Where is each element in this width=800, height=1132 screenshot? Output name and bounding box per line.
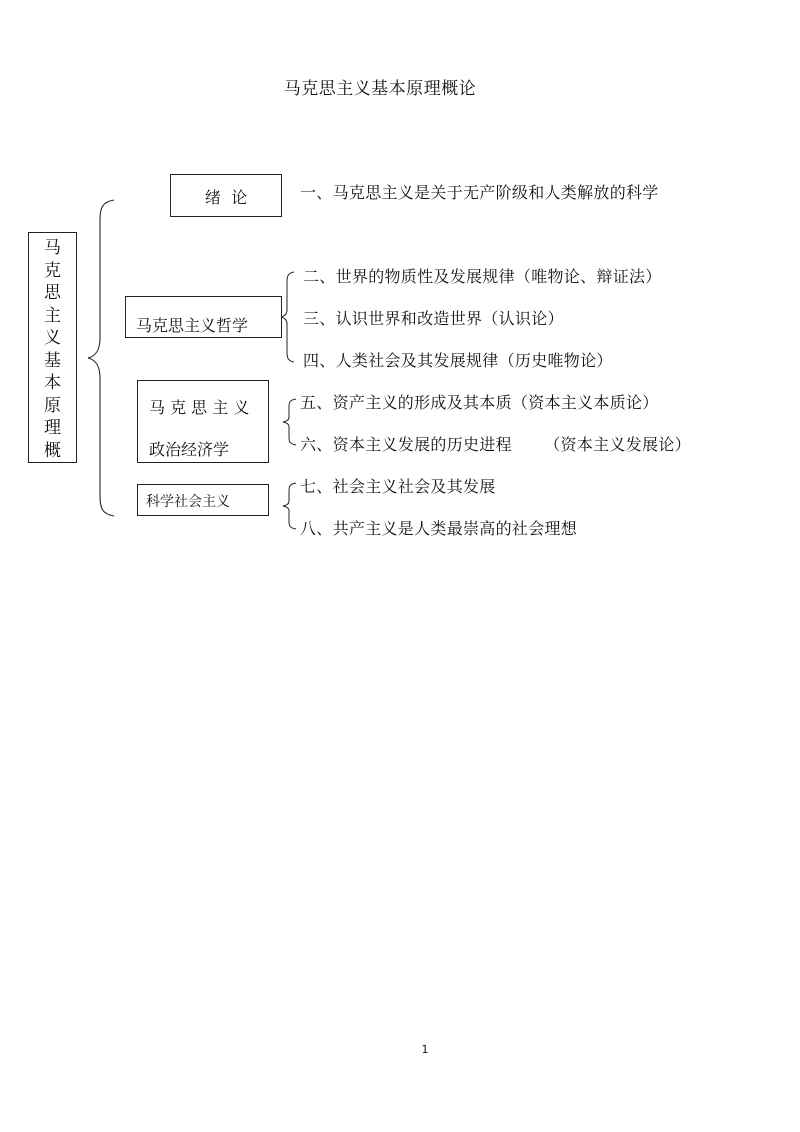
outline-item-3: 三、认识世界和改造世界（认识论） <box>303 309 564 328</box>
section-box-philosophy <box>125 296 282 338</box>
document-title: 马克思主义基本原理概论 <box>283 79 477 99</box>
root-label: 马 克 思 主 义 基 本 原 理 概 <box>44 238 61 461</box>
section-box-introduction <box>170 174 282 217</box>
brace-philosophy <box>280 270 296 364</box>
outline-item-5: 五、资产主义的形成及其本质（资本主义本质论） <box>300 393 659 412</box>
outline-item-6: 六、资本主义发展的历史进程 （资本主义发展论） <box>300 435 691 454</box>
root-box <box>28 232 77 463</box>
section-label-line1: 马 克 思 主 义 <box>149 398 250 417</box>
brace-scientific-socialism <box>282 481 298 531</box>
outline-item-7: 七、社会主义社会及其发展 <box>300 477 496 496</box>
outline-item-1: 一、马克思主义是关于无产阶级和人类解放的科学 <box>300 183 659 202</box>
section-box-political-economy <box>137 380 269 463</box>
brace-political-economy <box>282 397 298 447</box>
outline-item-8: 八、共产主义是人类最崇高的社会理想 <box>300 519 578 538</box>
outline-item-2: 二、世界的物质性及发展规律（唯物论、辩证法） <box>303 267 662 286</box>
outline-item-4: 四、人类社会及其发展规律（历史唯物论） <box>303 351 613 370</box>
section-label: 马克思主义哲学 <box>136 316 249 335</box>
section-label: 绪 论 <box>204 188 248 207</box>
page-number: 1 <box>421 1043 429 1056</box>
main-brace <box>86 198 118 518</box>
section-label: 科学社会主义 <box>146 494 230 510</box>
section-label-line2: 政治经济学 <box>149 440 230 459</box>
section-box-scientific-socialism <box>137 484 269 516</box>
